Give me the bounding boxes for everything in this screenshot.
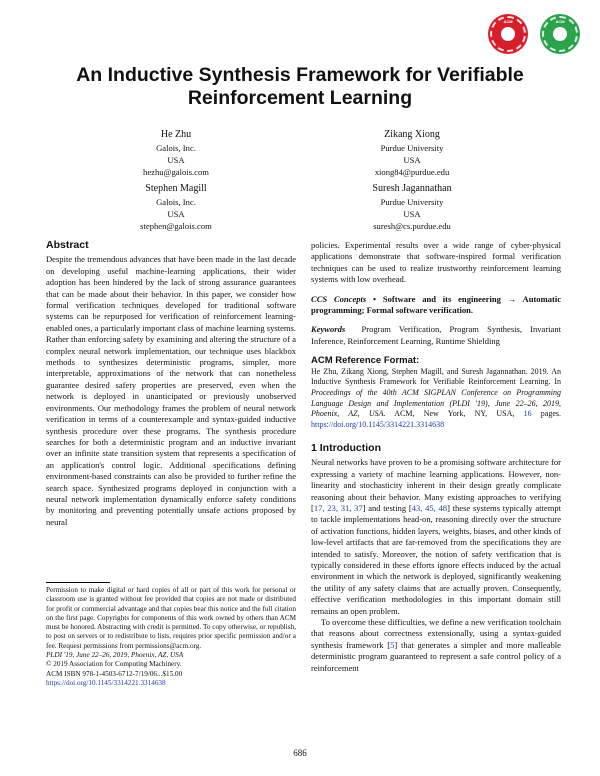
permission-notice: Permission to make digital or hard copies of all or part of this work for personal or classroom use is granted without fee provided that copies are not made or distributed for profit or commercial advantage and that copies bear this notice and the full citation on the first page. Copyrights for components of this work owned by others than ACM must be honored. Abstracting with credit is permitted. To copy otherwise, or republish, to post on servers or to redistribute to lists, requires prior specific permission and/or a fee. Request permissions from permissions@acm.org. (46, 586, 296, 650)
intro-text: ] and testing [ (362, 502, 412, 513)
author-block (56, 182, 296, 232)
intro-text: ] these systems typically attempt to tackle implementations head-on, reasoning directly over the structure of activation functions, hidden layers, weights, biases, and other kinds of low-level artifacts that are far-removed from the specifications they are intended to satisfy. Moreover, the notion of safety verification that is typically considered in these efforts ignore effects induced by the actual environment in which the network is deployed, significantly weakening the utility of any safety claims that are actually proven. Consequently, effective verification methodologies in this important domain still remains an open problem. (311, 502, 562, 616)
intro-paragraph-1 (311, 457, 561, 617)
author-name: Zikang Xiong (384, 129, 440, 140)
citation-link[interactable]: 5 (390, 639, 395, 650)
intro-text: Neural networks have proven to be a promising software architecture for expressing a variety of machine learning applications. However, non-linearity and stochasticity inherent in their design greatly complicate reasoning about their behavior. Many existing approaches to verifying [ (311, 457, 561, 513)
footnote-copyright: © 2019 Association for Computing Machinery. (46, 660, 182, 669)
author-block (292, 128, 532, 178)
intro-paragraph-2 (311, 617, 561, 674)
ccs-label: CCS Concepts (311, 293, 367, 304)
author-name: He Zhu (160, 129, 192, 140)
paper-title (30, 64, 570, 110)
author-org: Purdue University (380, 143, 444, 153)
citation-link[interactable]: 43, 45, 48 (411, 502, 448, 513)
author-email[interactable]: stephen@galois.com (140, 221, 212, 231)
artifact-functional-badge-icon (488, 14, 528, 54)
footnote-doi-link[interactable]: https://doi.org/10.1145/3314221.3314638 (46, 678, 166, 687)
author-org: Purdue University (380, 197, 444, 207)
intro-text: To overcome these difficulties, we define a new verification toolchain that reasons about correctness extensionally, using a syntax-guided synthesis framework [ (311, 616, 561, 650)
citation-link[interactable]: 17, 23, 31, 37 (313, 502, 363, 513)
intro-text: ] that generates a simpler and more malleable deterministic program guaranteed to represent a safe control policy of a reinforcement (311, 639, 561, 673)
footnote-venue: PLDI '19, June 22–26, 2019, Phoenix, AZ, USA (46, 651, 184, 660)
reference-doi-link[interactable]: https://doi.org/10.1145/3314221.3314638 (311, 420, 445, 430)
title-line-2: Reinforcement Learning (187, 87, 413, 109)
footnote (46, 586, 296, 688)
reference-publisher: ACM, New York, NY, USA, (394, 409, 515, 419)
footnote-rule (46, 582, 110, 583)
author-email[interactable]: hezhu@galois.com (143, 167, 209, 177)
author-country: USA (403, 155, 421, 165)
intro-heading: 1 Introduction (311, 441, 381, 454)
footnote-isbn: ACM ISBN 978-1-4503-6712-7/19/06...$15.00 (46, 669, 183, 678)
author-block (292, 182, 532, 232)
abstract-heading: Abstract (46, 239, 89, 251)
artifact-reusable-badge-icon (540, 14, 580, 54)
reference-venue: Proceedings of the 40th ACM SIGPLAN Conference on Programming Language Design and Implementation (PLDI '19), June 22–26, 2019, Phoenix, AZ, USA. (311, 388, 561, 419)
author-org: Galois, Inc. (156, 197, 196, 207)
abstract-continuation: policies. Experimental results over a wide range of cyber-physical applications demonstrate that software-inspired formal verification techniques can be used to realize trustworthy reinforcement learning systems with low overhead. (311, 240, 561, 285)
author-name: Stephen Magill (145, 183, 207, 194)
author-country: USA (167, 155, 185, 165)
author-name: Suresh Jagannathan (372, 183, 452, 194)
badge-label: ACM (503, 19, 513, 24)
title-line-1: An Inductive Synthesis Framework for Verifiable (76, 64, 524, 86)
author-email[interactable]: suresh@cs.purdue.edu (373, 221, 451, 231)
badge-label: ACM (555, 19, 565, 24)
reference-pages[interactable]: 16 (523, 409, 532, 419)
right-column (311, 240, 561, 674)
author-block (56, 128, 296, 178)
left-column (46, 240, 296, 528)
author-org: Galois, Inc. (156, 143, 196, 153)
reference-pages-suffix: pages. (540, 409, 562, 419)
reference-heading: ACM Reference Format: (311, 355, 420, 367)
keywords-text: Program Verification, Program Synthesis, Invariant Inference, Reinforcement Learning, Runtime Shielding (311, 324, 561, 346)
reference-format (311, 367, 561, 431)
reference-authors: He Zhu, Zikang Xiong, Stephen Magill, and Suresh Jagannathan. 2019. An Inductive Synthesis Framework for Verifiable Reinforcement Learning. In (311, 366, 561, 387)
author-country: USA (167, 209, 185, 219)
page-number: 686 (293, 748, 307, 758)
author-email[interactable]: xiong84@purdue.edu (374, 167, 450, 177)
keywords-label: Keywords (311, 324, 346, 335)
ccs-concepts (311, 294, 561, 317)
badge-core (501, 27, 515, 41)
badge-core (553, 27, 567, 41)
abstract-body: Despite the tremendous advances that have been made in the last decade on developing useful machine-learning applications, their wider adoption has been hindered by the lack of strong assurance guarantees that can be made about their behavior. In this paper, we consider how formal verification techniques developed for traditional software systems can be repurposed for verification of reinforcement learning-enabled ones, a particularly important class of machine learning systems. Rather than enforcing safety by examining and altering the structure of a complex neural network implementation, our technique uses blackbox methods to synthesizes deterministic programs, simpler, more interpretable, approximations of the network that can nonetheless guarantee desired safety properties are preserved, even when the network is deployed in unanticipated or previously unobserved environments. Our methodology frames the problem of neural network verification in terms of a counterexample and syntax-guided inductive synthesis procedure over these programs. The synthesis procedure searches for both a deterministic program and an inductive invariant over an infinite state transition system that represents a specification of an application's control logic. Additional specifications defining environment-based constraints can also be provided to further refine the search space. Synthesized programs deployed in conjunction with a neural network implementation dynamically enforce safety conditions by monitoring and preventing potentially unsafe actions proposed by neural (46, 254, 296, 527)
ccs-text: • Software and its engineering → Automatic programming; Formal software verification. (311, 293, 561, 316)
author-country: USA (403, 209, 421, 219)
keywords (311, 324, 561, 347)
